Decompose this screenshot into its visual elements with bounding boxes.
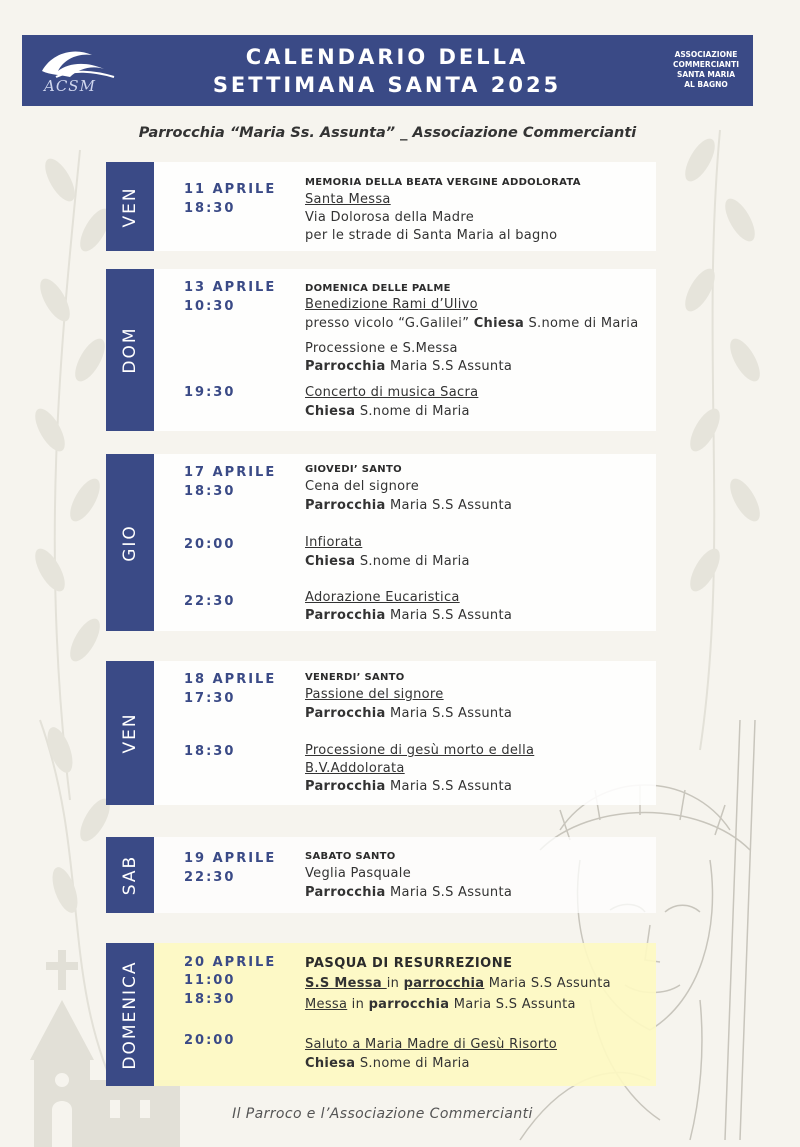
text-part: S.nome di Maria	[355, 1056, 470, 1071]
text-part: Maria S.S Assunta	[385, 706, 513, 721]
text-part-bold: Chiesa	[305, 554, 356, 569]
event-line: Santa Messa	[305, 192, 391, 207]
assoc-line-3: SANTA MARIA	[676, 70, 736, 79]
event-line: Infiorata	[305, 535, 363, 550]
text-part-bold: Chiesa	[473, 316, 525, 331]
event-time: 22:30	[184, 594, 236, 609]
event-date: 11 APRILE	[184, 182, 277, 197]
event-time: 18:30	[184, 744, 236, 759]
text-part: Maria S.S Assunta	[385, 608, 513, 623]
event-time: 10:30	[184, 299, 236, 314]
text-part-bold: Parrocchia	[305, 359, 386, 374]
text-part: in	[347, 997, 369, 1012]
text-part: presso vicolo “G.Galilei”	[305, 316, 474, 331]
event-date: 13 APRILE	[184, 280, 277, 295]
text-part: Maria S.S Assunta	[385, 359, 513, 374]
feast-title: PASQUA DI RESURREZIONE	[305, 956, 513, 971]
feast-title: DOMENICA DELLE PALME	[305, 283, 451, 294]
event-line: Adorazione Eucaristica	[305, 590, 460, 605]
logo-text: ACSM	[44, 77, 96, 95]
feast-title: VENERDI’ SANTO	[305, 672, 405, 683]
text-part: Messa	[305, 997, 348, 1012]
day-tab	[106, 454, 154, 631]
event-date: 20 APRILE	[184, 955, 277, 970]
text-part-bold: Chiesa	[305, 1056, 356, 1071]
text-part: Maria S.S Assunta	[449, 997, 576, 1012]
association-label	[666, 50, 746, 90]
text-part: Maria S.S Assunta	[484, 976, 611, 991]
event-time: 19:30	[184, 385, 236, 400]
event-time: 17:30	[184, 691, 236, 706]
event-line	[305, 1056, 470, 1071]
day-tab-label: SAB	[120, 854, 140, 896]
day-tab	[106, 269, 154, 431]
event-line	[305, 359, 512, 374]
day-tab-label: DOM	[120, 326, 140, 374]
event-time: 20:00	[184, 537, 236, 552]
text-part: S.nome di Maria	[355, 554, 470, 569]
event-line	[305, 779, 512, 794]
page-title	[172, 43, 602, 99]
day-tab	[106, 837, 154, 913]
assoc-line-1: ASSOCIAZIONE	[674, 50, 738, 59]
event-line: Veglia Pasquale	[305, 866, 412, 881]
assoc-line-2: COMMERCIANTI	[673, 60, 739, 69]
text-part: S.nome di Maria	[524, 316, 639, 331]
footer-signature: Il Parroco e l’Associazione Commercianti	[232, 1106, 533, 1122]
event-line: Saluto a Maria Madre di Gesù Risorto	[305, 1037, 557, 1052]
event-line: Cena del signore	[305, 479, 420, 494]
event-line	[305, 554, 470, 569]
day-tab-label: GIO	[120, 523, 140, 562]
day-block-19-aprile	[106, 837, 656, 913]
feast-title: GIOVEDI’ SANTO	[305, 464, 402, 475]
event-line	[305, 316, 638, 331]
event-line	[305, 498, 512, 513]
day-tab-label: VEN	[120, 185, 140, 228]
text-part: in	[386, 976, 404, 991]
event-line: Via Dolorosa della Madre	[305, 210, 474, 225]
day-block-18-aprile	[106, 661, 656, 805]
event-time: 18:30	[184, 201, 236, 216]
day-block-17-aprile	[106, 454, 656, 631]
header-banner	[22, 35, 753, 106]
event-line	[305, 976, 611, 991]
event-time: 22:30	[184, 870, 236, 885]
event-date: 18 APRILE	[184, 672, 277, 687]
event-date: 19 APRILE	[184, 851, 277, 866]
text-part-bold: S.S Messa	[305, 976, 387, 991]
day-tab-label: DOMENICA	[120, 959, 140, 1070]
feast-title: MEMORIA DELLA BEATA VERGINE ADDOLORATA	[305, 177, 581, 188]
title-line-1: CALENDARIO DELLA	[245, 45, 529, 69]
day-tab	[106, 943, 154, 1086]
text-part-bold: parrocchia	[368, 997, 450, 1012]
event-line	[305, 706, 512, 721]
subtitle: Parrocchia “Maria Ss. Assunta” _ Associazione Commercianti	[138, 125, 637, 141]
text-part-bold: parrocchia	[403, 976, 485, 991]
text-part-bold: Parrocchia	[305, 706, 386, 721]
text-part-bold: Chiesa	[305, 404, 356, 419]
event-line: Processione e S.Messa	[305, 341, 458, 356]
event-time: 18:30	[184, 484, 236, 499]
day-tab-label: VEN	[120, 712, 140, 754]
text-part: Maria S.S Assunta	[385, 779, 513, 794]
text-part-bold: Parrocchia	[305, 779, 386, 794]
feast-title: SABATO SANTO	[305, 851, 396, 862]
event-line	[305, 885, 512, 900]
event-line: Processione di gesù morto e della	[305, 743, 535, 758]
event-date: 17 APRILE	[184, 465, 277, 480]
event-line: per le strade di Santa Maria al bagno	[305, 228, 558, 243]
event-line: Benedizione Rami d’Ulivo	[305, 297, 478, 312]
event-time: 18:30	[184, 992, 236, 1007]
text-part-bold: Parrocchia	[305, 885, 386, 900]
event-line	[305, 608, 512, 623]
text-part: S.nome di Maria	[355, 404, 470, 419]
day-tab	[106, 661, 154, 805]
text-part-bold: Parrocchia	[305, 608, 386, 623]
event-line: Passione del signore	[305, 687, 444, 702]
event-time: 11:00	[184, 973, 236, 988]
day-block-13-aprile	[106, 269, 656, 431]
title-line-2: SETTIMANA SANTA 2025	[212, 73, 562, 97]
text-part: Maria S.S Assunta	[385, 885, 513, 900]
day-tab	[106, 162, 154, 251]
event-line	[305, 997, 576, 1012]
text-part: Maria S.S Assunta	[385, 498, 513, 513]
event-line	[305, 404, 470, 419]
assoc-line-4: AL BAGNO	[684, 80, 728, 89]
day-block-20-aprile	[106, 943, 656, 1086]
text-part-bold: Parrocchia	[305, 498, 386, 513]
day-block-11-aprile	[106, 162, 656, 251]
event-time: 20:00	[184, 1033, 236, 1048]
event-line: Concerto di musica Sacra	[305, 385, 479, 400]
event-line: B.V.Addolorata	[305, 761, 405, 776]
